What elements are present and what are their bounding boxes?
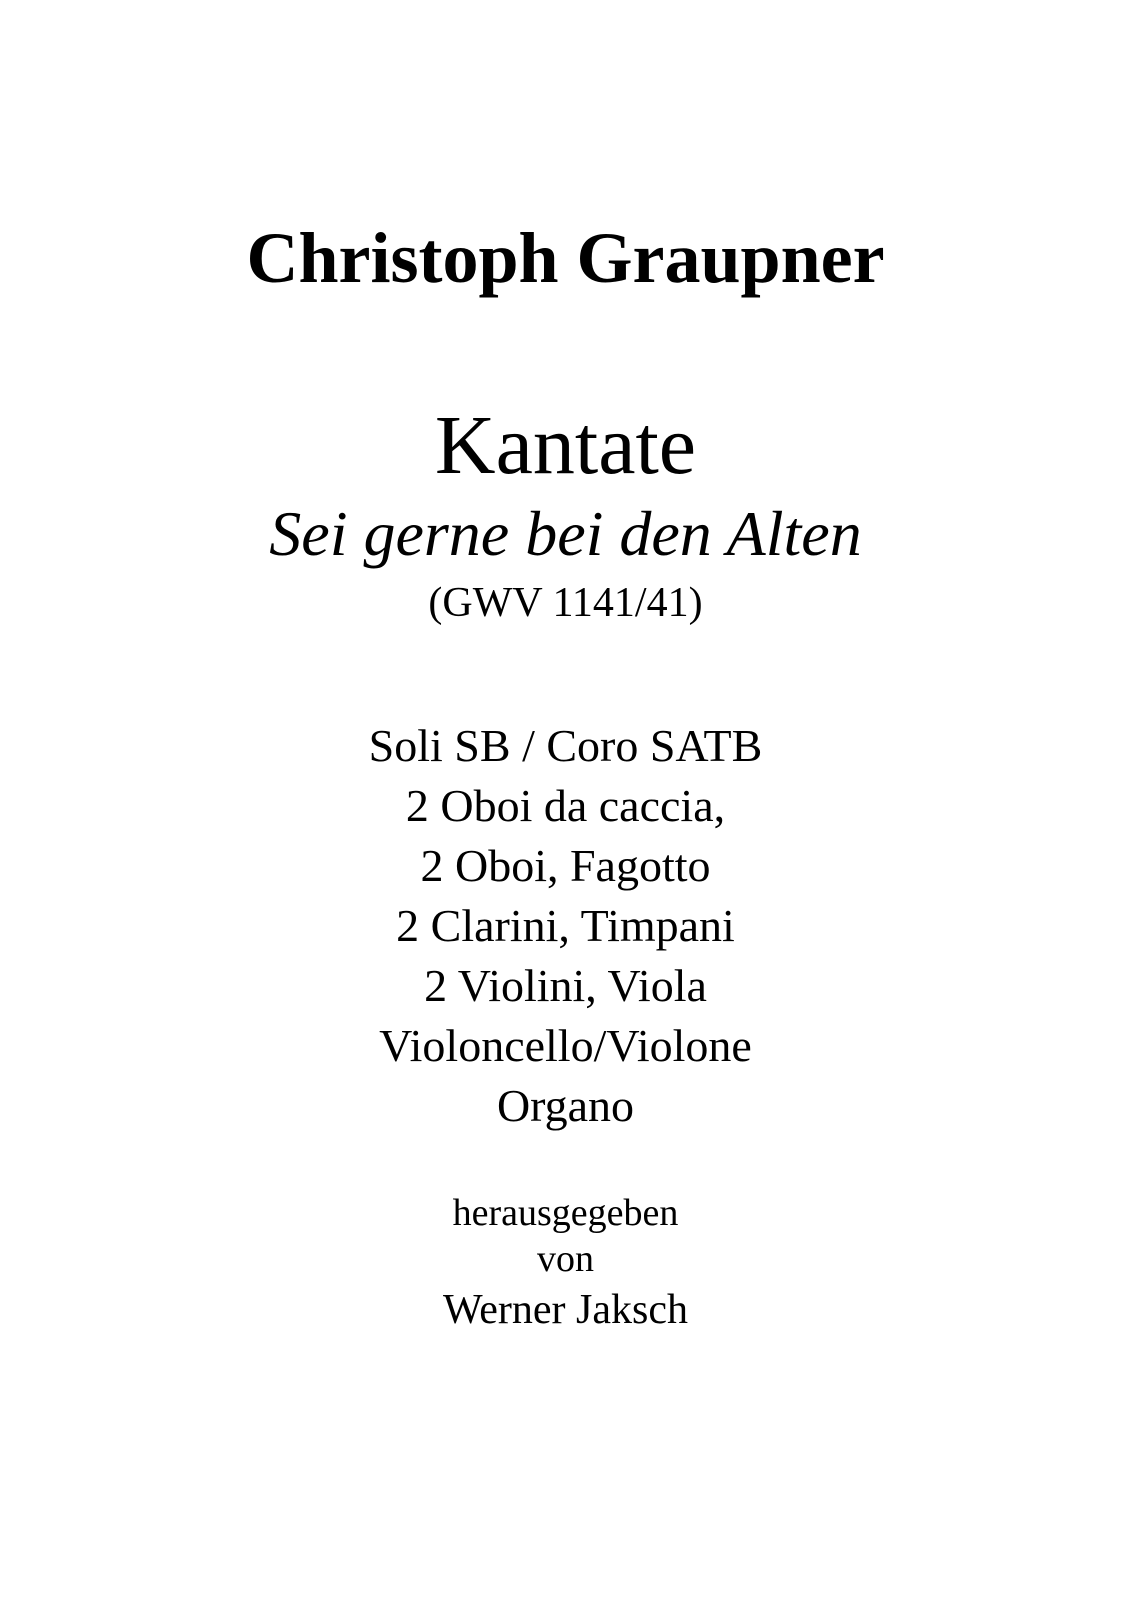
catalog-number: (GWV 1141/41) — [428, 580, 703, 626]
scoring-line: 2 Clarini, Timpani — [396, 900, 735, 951]
composer-name: Christoph Graupner — [246, 218, 885, 298]
scoring-list — [0, 716, 1131, 1136]
editor-name: Werner Jaksch — [442, 1287, 688, 1333]
work-subtitle: Sei gerne bei den Alten — [269, 498, 862, 569]
by-label: von — [537, 1238, 594, 1280]
scoring-line: 2 Oboi, Fagotto — [420, 840, 711, 891]
scoring-line: Soli SB / Coro SATB — [368, 720, 763, 771]
scoring-line: Organo — [496, 1080, 635, 1131]
scoring-line: Violoncello/Violone — [379, 1020, 752, 1071]
scoring-line: 2 Violini, Viola — [424, 960, 707, 1011]
work-title: Kantate — [434, 399, 697, 492]
scoring-line: 2 Oboi da caccia, — [405, 780, 726, 831]
editor-credit — [0, 1190, 1131, 1338]
edited-by-label: herausgegeben — [452, 1192, 679, 1234]
